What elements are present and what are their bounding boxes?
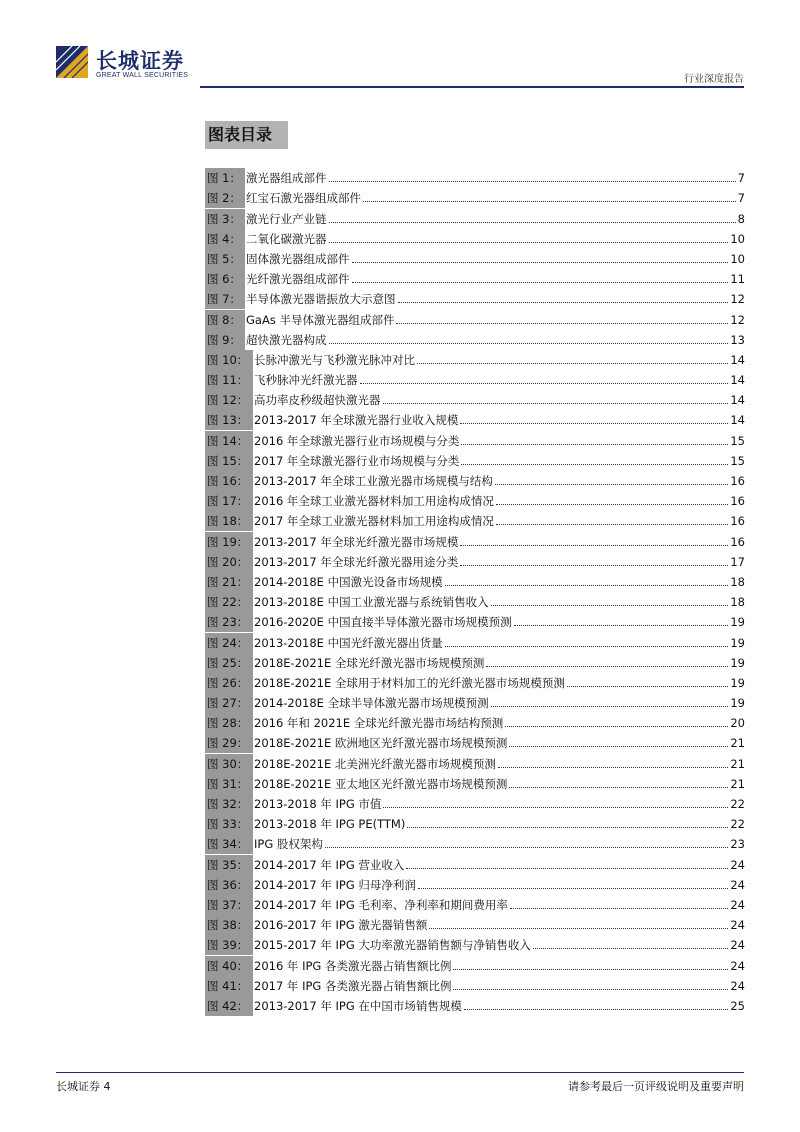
- toc-entry-label: 图 24：: [205, 633, 253, 653]
- toc-entry[interactable]: [205, 733, 745, 753]
- toc-entry-title: 固体激光器组成部件: [246, 251, 350, 266]
- toc-entry-label: 图 4：: [205, 229, 245, 249]
- toc-entry-title: 2018E-2021E 欧洲地区光纤激光器市场规模预测: [254, 736, 508, 751]
- toc-entry-page: 7: [737, 171, 745, 186]
- toc-entry-label: 图 20：: [205, 552, 253, 572]
- toc-entry[interactable]: [205, 592, 745, 612]
- toc-entry-label: 图 40：: [205, 956, 253, 976]
- toc-dot-leader: [514, 624, 729, 626]
- toc-entry-page: 12: [730, 312, 745, 327]
- toc-entry[interactable]: [205, 289, 745, 309]
- toc-entry-page: 24: [730, 877, 745, 892]
- toc-entry[interactable]: [205, 531, 745, 551]
- toc-entry-label: 图 7：: [205, 289, 245, 309]
- toc-dot-leader: [329, 180, 736, 182]
- toc-dot-leader: [461, 443, 728, 445]
- toc-dot-leader: [460, 564, 728, 566]
- toc-entry[interactable]: [205, 572, 745, 592]
- toc-entry-title: 高功率皮秒级超快激光器: [254, 393, 381, 408]
- toc-entry-title: 2016-2017 年 IPG 激光器销售额: [254, 918, 428, 933]
- toc-entry-page: 8: [737, 211, 745, 226]
- toc-entry-label: 图 16：: [205, 471, 253, 491]
- toc-entry-title: 2014-2018E 中国激光设备市场规模: [254, 574, 443, 589]
- toc-entry-page: 24: [730, 857, 745, 872]
- toc-entry-page: 16: [730, 534, 745, 549]
- toc-entry-title: 2017 年全球激光器行业市场规模与分类: [254, 453, 460, 468]
- toc-entry-title: 2013-2017 年全球光纤激光器用途分类: [254, 554, 459, 569]
- toc-entry-label: 图 31：: [205, 774, 253, 794]
- toc-entry-page: 16: [730, 494, 745, 509]
- toc-entry-page: 16: [730, 474, 745, 488]
- toc-entry[interactable]: [205, 309, 745, 329]
- toc-dot-leader: [464, 1008, 728, 1010]
- toc-entry-label: 图 12：: [205, 390, 253, 410]
- toc-entry-label: 图 22：: [205, 592, 253, 612]
- toc-entry[interactable]: [205, 834, 745, 854]
- toc-title: 图表目录: [205, 121, 288, 149]
- toc-entry-label: 图 9：: [205, 330, 245, 350]
- toc-entry[interactable]: [205, 451, 745, 471]
- toc-entry-page: 21: [730, 776, 745, 791]
- toc-entry-page: 14: [730, 352, 745, 367]
- toc-entry-page: 19: [730, 675, 745, 690]
- toc-entry[interactable]: [205, 895, 745, 915]
- toc-dot-leader: [505, 725, 728, 727]
- toc-entry[interactable]: [205, 673, 745, 693]
- toc-entry[interactable]: [205, 430, 745, 450]
- toc-dot-leader: [533, 947, 728, 949]
- toc-entry[interactable]: [205, 996, 745, 1016]
- toc-dot-leader: [352, 261, 729, 263]
- logo-english-name: GREAT WALL SECURITIES: [96, 72, 189, 79]
- toc-entry-page: 14: [730, 373, 745, 388]
- toc-entry-title: 2014-2017 年 IPG 归母净利润: [254, 877, 416, 892]
- toc-entry-page: 19: [730, 615, 745, 630]
- toc-entry-label: 图 19：: [205, 532, 253, 552]
- toc-entry-page: 14: [730, 393, 745, 408]
- toc-entry[interactable]: [205, 390, 745, 410]
- toc-entry[interactable]: [205, 976, 745, 996]
- toc-entry-page: 23: [730, 837, 745, 852]
- toc-entry[interactable]: [205, 491, 745, 511]
- toc-entry-title: 2013-2018E 中国工业激光器与系统销售收入: [254, 595, 489, 610]
- toc-entry-page: 19: [730, 655, 745, 670]
- toc-dot-leader: [445, 645, 729, 647]
- toc-dot-leader: [453, 988, 728, 990]
- toc-entry[interactable]: [205, 915, 745, 935]
- toc-dot-leader: [329, 221, 736, 223]
- toc-entry-title: 光纤激光器组成部件: [246, 272, 350, 287]
- toc-dot-leader: [396, 322, 728, 324]
- toc-entry-title: 激光行业产业链: [246, 211, 327, 226]
- toc-entry[interactable]: [205, 693, 745, 713]
- toc-entry-page: 25: [730, 998, 745, 1013]
- toc-entry-label: 图 39：: [205, 935, 253, 955]
- toc-entry-page: 21: [730, 756, 745, 771]
- page-header: [0, 0, 800, 90]
- toc-dot-leader: [383, 806, 728, 808]
- toc-dot-leader: [329, 342, 729, 344]
- toc-entry-title: 2016 年全球激光器行业市场规模与分类: [254, 433, 460, 448]
- toc-entry[interactable]: [205, 753, 745, 773]
- toc-entry-label: 图 15：: [205, 451, 253, 471]
- toc-entry[interactable]: [205, 229, 745, 249]
- toc-entry-title: 2014-2017 年 IPG 营业收入: [254, 857, 405, 872]
- toc-entry-label: 图 34：: [205, 834, 253, 854]
- toc-entry-label: 图 1：: [205, 168, 245, 188]
- toc-dot-leader: [406, 867, 728, 869]
- toc-entry-title: 2013-2017 年全球激光器行业收入规模: [254, 413, 459, 428]
- toc-entry-page: 19: [730, 635, 745, 650]
- toc-entry-title: 2014-2017 年 IPG 毛利率、净利率和期间费用率: [254, 897, 508, 912]
- toc-entry-title: 2018E-2021E 全球光纤激光器市场规模预测: [254, 655, 485, 670]
- toc-entry[interactable]: [205, 410, 745, 430]
- toc-dot-leader: [329, 241, 729, 243]
- toc-dot-leader: [491, 705, 729, 707]
- toc-dot-leader: [417, 362, 728, 364]
- toc-entry-label: 图 11：: [205, 370, 253, 390]
- toc-entry[interactable]: [205, 612, 745, 632]
- toc-dot-leader: [325, 846, 728, 848]
- toc-entry[interactable]: [205, 471, 745, 491]
- toc-entry-label: 图 29：: [205, 733, 253, 753]
- toc-entry-label: 图 25：: [205, 653, 253, 673]
- toc-dot-leader: [383, 402, 729, 404]
- toc-dot-leader: [509, 745, 728, 747]
- toc-entry-title: 2018E-2021E 全球用于材料加工的光纤激光器市场规模预测: [254, 675, 565, 690]
- toc-entry-label: 图 3：: [205, 209, 245, 229]
- toc-entry-page: 13: [730, 332, 745, 347]
- toc-entry-label: 图 37：: [205, 895, 253, 915]
- toc-entry[interactable]: [205, 955, 745, 975]
- toc-dot-leader: [352, 281, 729, 283]
- toc-entry[interactable]: [205, 875, 745, 895]
- toc-entry-label: 图 30：: [205, 754, 253, 774]
- toc-entry-label: 图 32：: [205, 794, 253, 814]
- toc-entry[interactable]: [205, 713, 745, 733]
- toc-entry-title: 2013-2017 年 IPG 在中国市场销售规模: [254, 998, 462, 1013]
- toc-entry-label: 图 35：: [205, 855, 253, 875]
- toc-entry[interactable]: [205, 511, 745, 531]
- toc-entry[interactable]: [205, 935, 745, 955]
- toc-entry-label: 图 10：: [205, 350, 253, 370]
- great-wall-logo-icon: [56, 46, 88, 78]
- toc-entry-page: 16: [730, 514, 745, 529]
- toc-entry-title: 半导体激光器谐振放大示意图: [246, 292, 396, 307]
- toc-entry-title: 2013-2018 年 IPG PE(TTM): [254, 817, 406, 832]
- toc-entry-label: 图 2：: [205, 188, 245, 208]
- toc-entry[interactable]: [205, 632, 745, 652]
- toc-entry-page: 14: [730, 413, 745, 428]
- toc-entry-label: 图 14：: [205, 431, 253, 451]
- toc-dot-leader: [460, 422, 728, 424]
- toc-entry-title: 2015-2017 年 IPG 大功率激光器销售额与净销售收入: [254, 938, 531, 953]
- toc-entry-label: 图 26：: [205, 673, 253, 693]
- toc-entry-title: 2018E-2021E 北美洲光纤激光器市场规模预测: [254, 756, 496, 771]
- toc-dot-leader: [418, 887, 728, 889]
- toc-dot-leader: [360, 382, 729, 384]
- toc-entry-page: 24: [730, 918, 745, 933]
- toc-entry[interactable]: [205, 814, 745, 834]
- footer-disclaimer: 请参考最后一页评级说明及重要声明: [568, 1080, 744, 1093]
- toc-entry-title: 超快激光器构成: [246, 332, 327, 347]
- toc-entry-title: 2013-2018 年 IPG 市值: [254, 797, 382, 811]
- toc-entry-page: 24: [730, 958, 745, 973]
- toc-entry-label: 图 13：: [205, 410, 253, 430]
- toc-entry-title: IPG 股权架构: [254, 837, 323, 852]
- toc-entry[interactable]: [205, 552, 745, 572]
- toc-entry[interactable]: [205, 794, 745, 814]
- figure-index-list: [205, 168, 745, 1016]
- toc-entry-page: 22: [730, 797, 745, 811]
- logo-chinese-name: 长城证券: [96, 49, 184, 73]
- toc-entry-label: 图 36：: [205, 875, 253, 895]
- toc-entry-label: 图 28：: [205, 713, 253, 733]
- toc-entry-page: 10: [730, 231, 745, 246]
- toc-entry[interactable]: [205, 653, 745, 673]
- toc-entry-label: 图 41：: [205, 976, 253, 996]
- toc-entry-title: 2013-2018E 中国光纤激光器出货量: [254, 635, 443, 650]
- toc-entry[interactable]: [205, 350, 745, 370]
- toc-entry[interactable]: [205, 774, 745, 794]
- toc-entry-page: 11: [730, 272, 745, 287]
- toc-entry-label: 图 5：: [205, 249, 245, 269]
- toc-entry-page: 21: [730, 736, 745, 751]
- toc-entry-title: 激光器组成部件: [246, 171, 327, 186]
- toc-entry-title: 2016 年全球工业激光器材料加工用途构成情况: [254, 494, 494, 509]
- toc-dot-leader: [486, 665, 728, 667]
- toc-entry[interactable]: [205, 249, 745, 269]
- toc-entry-label: 图 8：: [205, 310, 245, 330]
- footer-page-label: 长城证券 4: [56, 1080, 111, 1093]
- toc-entry-label: 图 33：: [205, 814, 253, 834]
- footer-divider: [56, 1072, 744, 1073]
- toc-entry-title: 二氧化碳激光器: [246, 231, 327, 246]
- toc-dot-leader: [495, 483, 729, 485]
- toc-dot-leader: [429, 927, 728, 929]
- toc-dot-leader: [407, 826, 728, 828]
- toc-entry-page: 10: [730, 251, 745, 266]
- toc-entry-label: 图 21：: [205, 572, 253, 592]
- toc-entry-title: 红宝石激光器组成部件: [246, 191, 361, 206]
- toc-entry-page: 18: [730, 574, 745, 589]
- toc-dot-leader: [496, 503, 728, 505]
- toc-entry-title: 2016 年和 2021E 全球光纤激光器市场结构预测: [254, 716, 504, 731]
- toc-entry-title: 飞秒脉冲光纤激光器: [254, 373, 358, 388]
- toc-entry-page: 18: [730, 595, 745, 610]
- toc-entry-title: 2016-2020E 中国直接半导体激光器市场规模预测: [254, 615, 512, 630]
- toc-entry-page: 12: [730, 292, 745, 307]
- toc-dot-leader: [496, 523, 728, 525]
- toc-entry-page: 7: [737, 191, 745, 206]
- toc-dot-leader: [445, 584, 729, 586]
- toc-entry-page: 15: [730, 453, 745, 468]
- toc-entry[interactable]: [205, 208, 745, 228]
- toc-entry-title: 2013-2017 年全球光纤激光器市场规模: [254, 534, 459, 549]
- header-divider: [200, 86, 744, 88]
- toc-entry[interactable]: [205, 330, 745, 350]
- toc-entry-title: 2017 年全球工业激光器材料加工用途构成情况: [254, 514, 494, 529]
- toc-entry-title: 2014-2018E 全球半导体激光器市场规模预测: [254, 696, 489, 711]
- toc-entry-title: 长脉冲激光与飞秒激光脉冲对比: [254, 352, 415, 367]
- toc-dot-leader: [491, 604, 729, 606]
- toc-dot-leader: [567, 685, 728, 687]
- toc-dot-leader: [398, 301, 729, 303]
- toc-entry-page: 17: [730, 554, 745, 569]
- toc-entry[interactable]: [205, 188, 745, 208]
- toc-entry-label: 图 42：: [205, 996, 253, 1016]
- report-type: 行业深度报告: [684, 74, 744, 85]
- toc-entry-label: 图 17：: [205, 491, 253, 511]
- toc-dot-leader: [460, 544, 728, 546]
- toc-dot-leader: [363, 200, 736, 202]
- toc-dot-leader: [498, 766, 728, 768]
- toc-entry-page: 19: [730, 696, 745, 711]
- toc-entry-title: 2018E-2021E 亚太地区光纤激光器市场规模预测: [254, 776, 508, 791]
- toc-entry-page: 24: [730, 897, 745, 912]
- toc-dot-leader: [509, 786, 728, 788]
- toc-entry-title: 2013-2017 年全球工业激光器市场规模与结构: [254, 474, 493, 488]
- toc-entry-title: 2016 年 IPG 各类激光器占销售额比例: [254, 958, 452, 973]
- toc-dot-leader: [461, 463, 728, 465]
- toc-entry-page: 24: [730, 978, 745, 993]
- toc-dot-leader: [453, 968, 728, 970]
- toc-entry-label: 图 23：: [205, 612, 253, 632]
- toc-dot-leader: [510, 907, 728, 909]
- toc-entry[interactable]: [205, 269, 745, 289]
- toc-entry-title: GaAs 半导体激光器组成部件: [246, 312, 395, 327]
- toc-entry-page: 24: [730, 938, 745, 953]
- toc-entry-label: 图 27：: [205, 693, 253, 713]
- toc-entry-page: 20: [730, 716, 745, 731]
- toc-entry[interactable]: [205, 854, 745, 874]
- toc-entry-label: 图 6：: [205, 269, 245, 289]
- toc-entry-page: 15: [730, 433, 745, 448]
- toc-entry[interactable]: [205, 168, 745, 188]
- toc-entry-page: 22: [730, 817, 745, 832]
- toc-entry-label: 图 18：: [205, 511, 253, 531]
- toc-entry-title: 2017 年 IPG 各类激光器占销售额比例: [254, 978, 452, 993]
- toc-entry-label: 图 38：: [205, 915, 253, 935]
- toc-entry[interactable]: [205, 370, 745, 390]
